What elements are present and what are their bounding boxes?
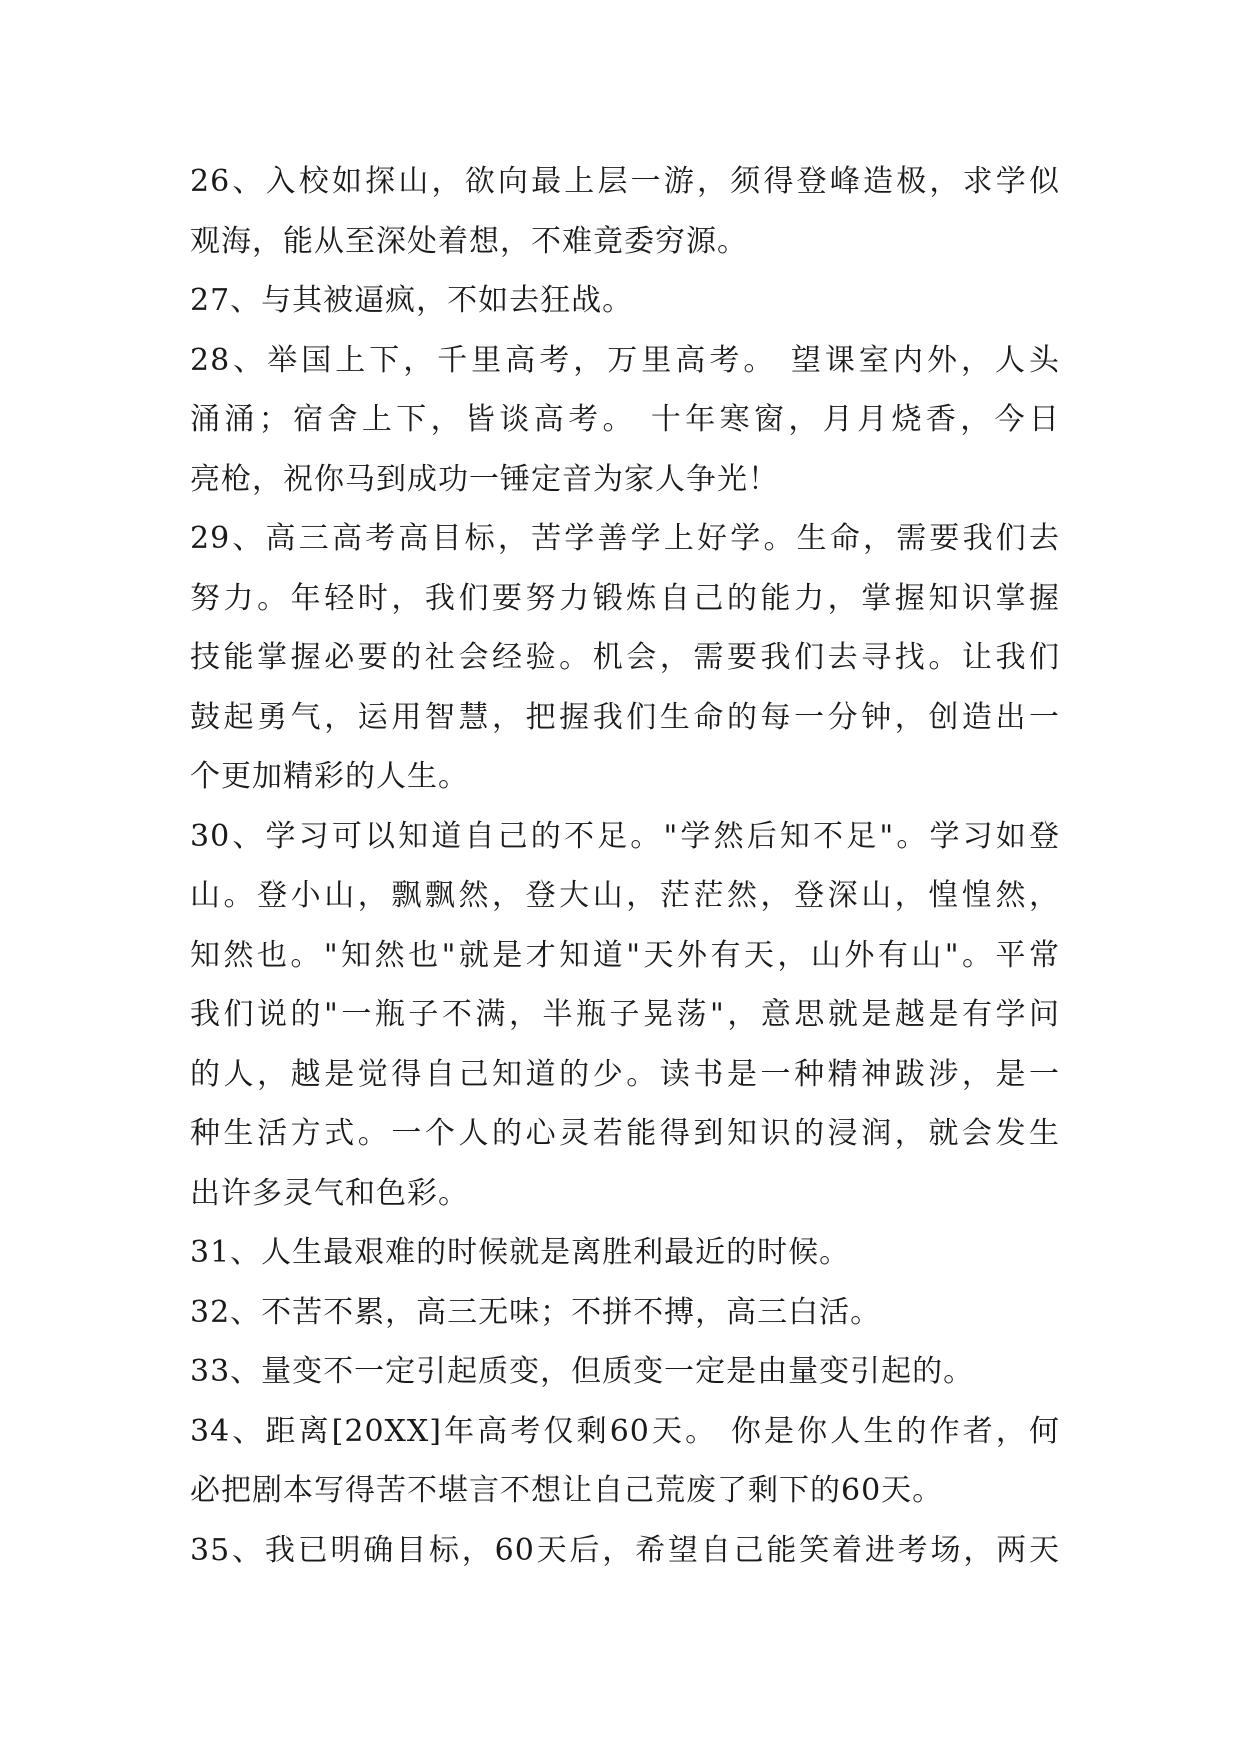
text-line: 我们说的"一瓶子不满，半瓶子晃荡"，意思就是越是有学问 — [190, 997, 1060, 1032]
text-line: 的人，越是觉得自己知道的少。读书是一种精神跋涉，是一 — [190, 1056, 1060, 1092]
text-line: 必把剧本写得苦不堪言不想让自己荒废了剩下的60天。 — [190, 1473, 944, 1508]
text-line: 亮枪，祝你马到成功一锤定音为家人争光！ — [190, 461, 779, 497]
text-line: 31、人生最艰难的时候就是离胜利最近的时候。 — [190, 1235, 851, 1270]
text-line: 26、入校如探山，欲向最上层一游，须得登峰造极，求学似 — [190, 164, 1060, 199]
text-line: 观海，能从至深处着想，不难竟委穷源。 — [190, 223, 748, 259]
text-line: 33、量变不一定引起质变，但质变一定是由量变引起的。 — [190, 1354, 975, 1389]
text-line: 知然也。"知然也"就是才知道"天外有天，山外有山"。平常 — [190, 937, 1060, 973]
text-line: 35、我已明确目标，60天后，希望自己能笑着进考场，两天 — [190, 1532, 1060, 1568]
text-line: 32、不苦不累，高三无味；不拼不搏，高三白活。 — [190, 1294, 882, 1330]
text-line: 30、学习可以知道自己的不足。"学然后知不足"。学习如登 — [190, 818, 1060, 854]
text-line: 种生活方式。一个人的心灵若能得到知识的浸润，就会发生 — [190, 1116, 1060, 1151]
text-line: 个更加精彩的人生。 — [190, 759, 469, 794]
text-line: 出许多灵气和色彩。 — [190, 1175, 469, 1211]
text-line: 29、高三高考高目标，苦学善学上好学。生命，需要我们去 — [190, 521, 1060, 556]
text-line: 28、举国上下，千里高考，万里高考。 望课室内外，人头 — [190, 342, 1060, 378]
text-line: 鼓起勇气，运用智慧，把握我们生命的每一分钟，创造出一 — [190, 699, 1060, 735]
text-line: 涌涌；宿舍上下，皆谈高考。 十年寒窗，月月烧香，今日 — [190, 402, 1060, 437]
text-line: 山。登小山，飘飘然，登大山，茫茫然，登深山，惶惶然， — [190, 878, 1060, 913]
text-line: 努力。年轻时，我们要努力锻炼自己的能力，掌握知识掌握 — [190, 580, 1060, 616]
text-line: 27、与其被逼疯，不如去狂战。 — [190, 283, 634, 318]
text-line: 技能掌握必要的社会经验。机会，需要我们去寻找。让我们 — [190, 640, 1060, 675]
document-body — [190, 152, 1060, 1580]
text-line: 34、距离[20XX]年高考仅剩60天。 你是你人生的作者，何 — [190, 1413, 1060, 1449]
